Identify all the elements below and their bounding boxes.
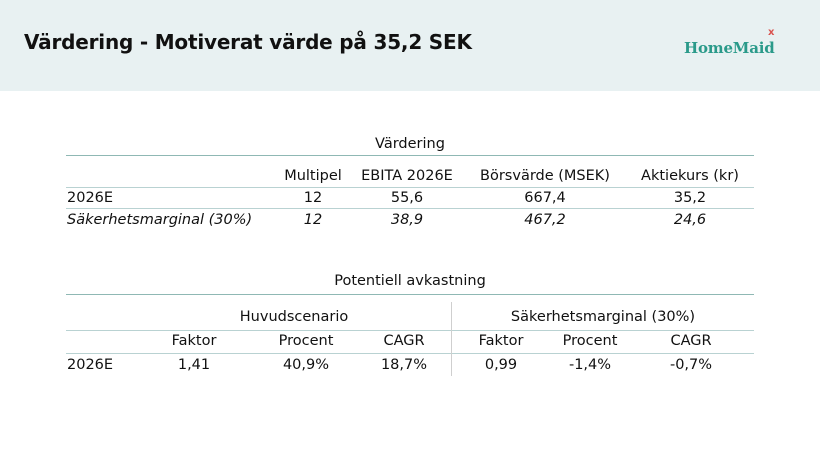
cell-faktor: 1,41 bbox=[177, 357, 211, 373]
cell-ebita: 55,6 bbox=[390, 190, 424, 206]
cell-multipel: 12 bbox=[303, 190, 323, 206]
cell-ebita: 38,9 bbox=[390, 212, 424, 228]
cell-borsvarde: 667,4 bbox=[524, 190, 566, 206]
col-header-faktor: Faktor bbox=[478, 333, 524, 349]
returns-title-rule bbox=[66, 294, 754, 295]
col-header-faktor: Faktor bbox=[171, 333, 217, 349]
col-header-procent: Procent bbox=[278, 333, 334, 349]
col-header-borsvarde: Börsvärde (MSEK) bbox=[480, 168, 610, 184]
cell-cagr: -0,7% bbox=[669, 357, 713, 373]
header-band bbox=[0, 0, 820, 91]
valuation-row-rule bbox=[66, 208, 754, 209]
group-header-sakerhetsmarginal: Säkerhetsmarginal (30%) bbox=[510, 309, 696, 325]
col-header-multipel: Multipel bbox=[284, 168, 342, 184]
group-header-huvudscenario: Huvudscenario bbox=[239, 309, 349, 325]
valuation-table-title: Värdering bbox=[375, 136, 445, 152]
col-header-cagr: CAGR bbox=[383, 333, 425, 349]
col-header-aktiekurs: Aktiekurs (kr) bbox=[641, 168, 739, 184]
row-label-2026e: 2026E bbox=[67, 190, 114, 206]
cell-aktiekurs: 35,2 bbox=[673, 190, 707, 206]
page-title: Värdering - Motiverat värde på 35,2 SEK bbox=[24, 30, 472, 54]
valuation-header-rule bbox=[66, 187, 754, 188]
logo-text: HomeMaid bbox=[684, 39, 775, 57]
cell-faktor: 0,99 bbox=[484, 357, 518, 373]
cell-multipel: 12 bbox=[303, 212, 323, 228]
cell-aktiekurs: 24,6 bbox=[673, 212, 707, 228]
col-header-ebita: EBITA 2026E bbox=[361, 168, 453, 184]
row-label-sakerhetsmarginal: Säkerhetsmarginal (30%) bbox=[67, 212, 253, 228]
returns-header-rule bbox=[66, 353, 754, 354]
returns-table-title: Potentiell avkastning bbox=[334, 273, 486, 289]
logo-x-mark: x bbox=[768, 27, 775, 38]
returns-group-rule bbox=[66, 330, 754, 331]
col-header-cagr: CAGR bbox=[670, 333, 712, 349]
homemaid-logo bbox=[684, 27, 775, 57]
cell-procent: -1,4% bbox=[568, 357, 612, 373]
cell-procent: 40,9% bbox=[282, 357, 330, 373]
col-header-procent: Procent bbox=[562, 333, 618, 349]
cell-borsvarde: 467,2 bbox=[524, 212, 566, 228]
valuation-title-rule bbox=[66, 155, 754, 156]
cell-cagr: 18,7% bbox=[380, 357, 428, 373]
group-divider bbox=[451, 302, 452, 376]
row-label-2026e: 2026E bbox=[67, 357, 114, 373]
